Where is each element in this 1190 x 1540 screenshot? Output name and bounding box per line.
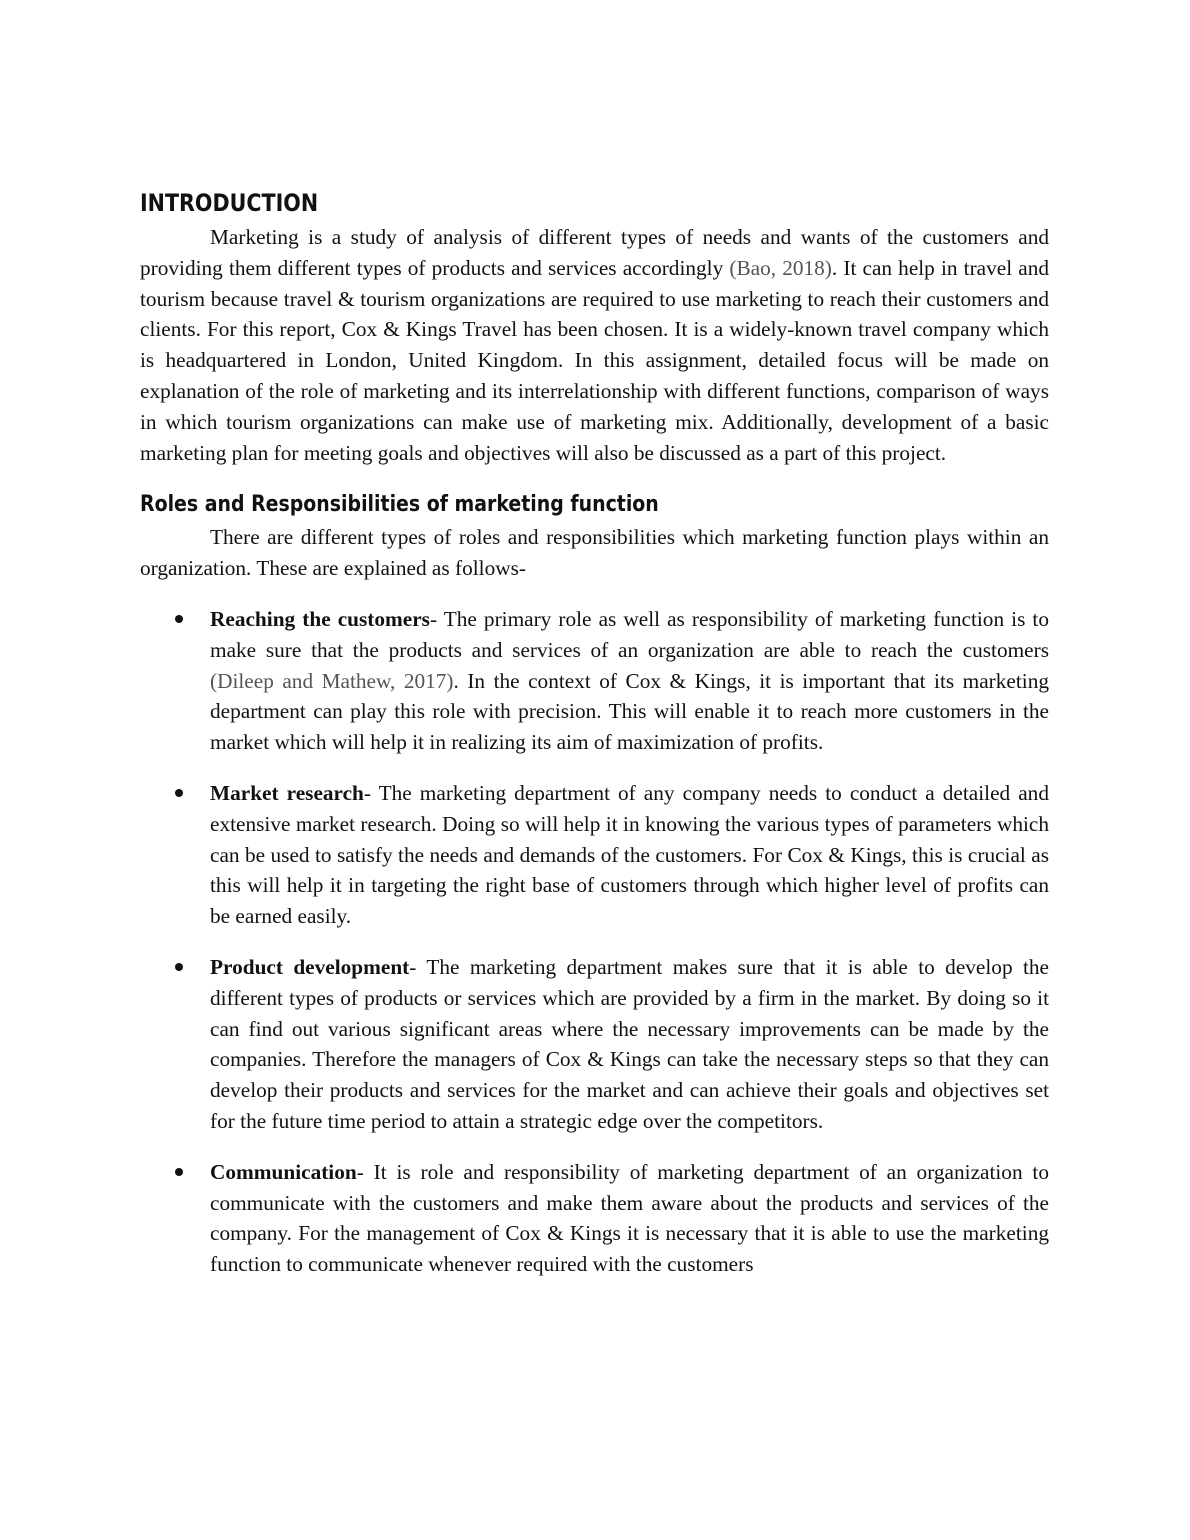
item-text: - The primary role as well as responsibility of marketing function is to make sure that the products and services of an organization are able to reach the customers (210, 606, 1050, 662)
bullet-icon (175, 963, 183, 971)
item-term: Communication (210, 1159, 357, 1184)
roles-list (140, 604, 1049, 1280)
roles-intro-paragraph: There are different types of roles and responsibilities which marketing function plays within an organization. These are explained as follows- (140, 525, 1049, 581)
item-term: Product development (210, 954, 410, 979)
item-text: - The marketing department of any company needs to conduct a detailed and extensive market research. Doing so will help it in knowing the various types of parameters which can be used to satisfy the needs and demands of the customers. For Cox & Kings, this is crucial as this will help it in targeting the right base of customers through which higher level of profits can be earned easily. (210, 780, 1049, 929)
item-term: Market research (210, 780, 364, 805)
list-item (140, 778, 1049, 932)
item-text: - The marketing department makes sure that it is able to develop the different types of products or services which are provided by a firm in the market. By doing so it can find out various significant areas where the necessary improvements can be made by the companies. Therefore the managers of Cox & Kings can take the necessary steps so that they can develop their products and services for the market and can achieve their goals and objectives set for the future time period to attain a strategic edge over the competitors. (210, 954, 1049, 1133)
introduction-heading: INTRODUCTION (140, 189, 319, 217)
intro-text-start: Marketing is a study of analysis of different types of needs and wants of the customers and providing them different types of products and services accordingly (140, 225, 1049, 280)
citation-dileep: (Dileep and Mathew, 2017) (210, 668, 454, 693)
item-text-end: . In the context of Cox & Kings, it is important that its marketing department can play this role with precision. This will enable it to reach more customers in the market which will help it in realizing its aim of maximization of profits. (210, 668, 1049, 755)
item-text: - It is role and responsibility of marketing department of an organization to communicate with the customers and make them aware about the products and services of the company. For the management of Cox & Kings it is necessary that it is able to use the marketing function to communicate whenever required with the customers (210, 1159, 1049, 1277)
list-item (140, 952, 1049, 1137)
document-page (140, 184, 1049, 1300)
citation-bao: (Bao, 2018) (729, 255, 832, 280)
introduction-paragraph (140, 222, 1049, 468)
bullet-icon (175, 789, 183, 797)
roles-heading: Roles and Responsibilities of marketing function (140, 492, 659, 518)
item-term: Reaching the customers (210, 606, 430, 631)
list-item (140, 1157, 1049, 1280)
bullet-icon (175, 615, 183, 623)
list-item (140, 604, 1049, 758)
intro-text-end: . It can help in travel and tourism because travel & tourism organizations are required to use marketing to reach their customers and clients. For this report, Cox & Kings Travel has been chosen. It is a widely-known travel company which is headquartered in London, United Kingdom. In this assignment, detailed focus will be made on explanation of the role of marketing and its interrelationship with different functions, comparison of ways in which tourism organizations can make use of marketing mix. Additionally, development of a basic marketing plan for meeting goals and objectives will also be discussed as a part of this project. (140, 255, 1050, 465)
bullet-icon (175, 1168, 183, 1176)
